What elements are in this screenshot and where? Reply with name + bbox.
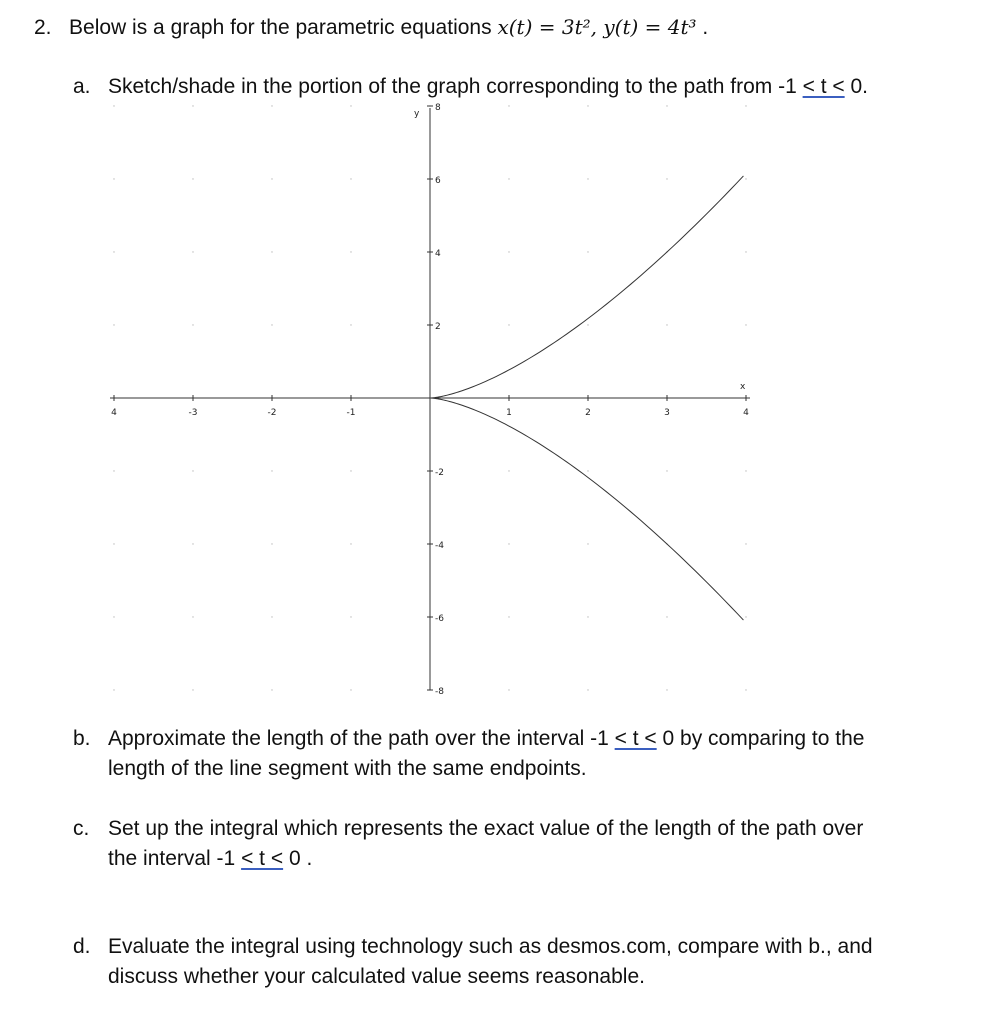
grid-dot <box>192 689 193 690</box>
part-d-text1: Evaluate the integral using technology such as desmos.com, compare with b., and <box>108 935 873 958</box>
grid-dot <box>350 251 351 252</box>
grid-dot <box>508 689 509 690</box>
grid-dot <box>271 689 272 690</box>
grid-dot <box>113 105 114 106</box>
y-tick-label: 6 <box>435 176 441 186</box>
part-b-inequality: < t < <box>614 727 657 750</box>
x-tick-label: 4 <box>743 408 749 418</box>
grid-dot <box>745 616 746 617</box>
grid-dot <box>271 543 272 544</box>
grid-dot <box>350 470 351 471</box>
part-c-inequality: < t < <box>241 847 284 870</box>
y-tick-label: 4 <box>435 249 441 259</box>
grid-dot <box>745 105 746 106</box>
grid-dot <box>192 251 193 252</box>
part-c-line2 <box>108 846 312 872</box>
x-tick-label: -2 <box>267 408 277 418</box>
grid-dot <box>508 178 509 179</box>
grid-dot <box>745 543 746 544</box>
grid-dot <box>587 178 588 179</box>
grid-dot <box>113 324 114 325</box>
y-tick-label: -8 <box>435 687 444 697</box>
question-number: 2. <box>34 16 52 39</box>
part-d-line2: discuss whether your calculated value seems reasonable. <box>108 965 645 988</box>
grid-dot <box>113 689 114 690</box>
grid-dot <box>113 470 114 471</box>
grid-dot <box>666 324 667 325</box>
part-a-label: a. <box>73 75 91 98</box>
part-a-end: 0. <box>844 75 868 98</box>
part-b-label: b. <box>73 727 91 750</box>
grid-dot <box>350 324 351 325</box>
grid-dot <box>745 689 746 690</box>
grid-dot <box>587 470 588 471</box>
part-a-inequality: < t < <box>802 75 845 98</box>
grid-dot <box>508 105 509 106</box>
grid-dot <box>508 616 509 617</box>
part-c-text2-end: 0 . <box>283 847 313 870</box>
grid-dot <box>271 105 272 106</box>
part-b-line2: length of the line segment with the same endpoints. <box>108 757 587 780</box>
part-c-text1: Set up the integral which represents the exact value of the length of the path over <box>108 817 864 840</box>
part-c-label: c. <box>73 817 90 840</box>
equation-y: y(t) = 4t³ <box>603 15 697 39</box>
grid-dot <box>113 178 114 179</box>
grid-dot <box>192 616 193 617</box>
grid-dot <box>666 616 667 617</box>
grid-dot <box>745 178 746 179</box>
part-d-label: d. <box>73 935 91 958</box>
grid-dot <box>350 543 351 544</box>
grid-dot <box>745 324 746 325</box>
question-header <box>34 14 708 41</box>
x-tick-label: 4 <box>111 408 117 418</box>
part-a-text: Sketch/shade in the portion of the graph corresponding to the path from -1 <box>108 75 803 98</box>
grid-dot <box>271 251 272 252</box>
equation-end: . <box>696 16 709 39</box>
grid-dot <box>666 470 667 471</box>
x-tick-label: 3 <box>664 408 670 418</box>
grid-dot <box>113 251 114 252</box>
grid-dot <box>192 178 193 179</box>
grid-dot <box>666 689 667 690</box>
equation-x: x(t) = 3t², <box>497 15 604 39</box>
grid-dot <box>587 105 588 106</box>
grid-dot <box>192 470 193 471</box>
grid-dot <box>587 324 588 325</box>
grid-dot <box>745 470 746 471</box>
question-intro: Below is a graph for the parametric equations <box>69 16 492 39</box>
grid-dot <box>666 178 667 179</box>
y-tick-label: -4 <box>435 541 444 551</box>
grid-dot <box>271 324 272 325</box>
grid-dot <box>271 178 272 179</box>
grid-dot <box>666 105 667 106</box>
x-axis-label: x <box>740 382 746 392</box>
grid-dot <box>745 251 746 252</box>
grid-dot <box>113 616 114 617</box>
grid-dot <box>587 543 588 544</box>
grid-dot <box>587 689 588 690</box>
y-axis-label: y <box>414 109 420 119</box>
x-tick-label: 2 <box>585 408 591 418</box>
grid-dot <box>350 616 351 617</box>
x-tick-label: 1 <box>506 408 512 418</box>
grid-dot <box>192 543 193 544</box>
grid-dot <box>350 105 351 106</box>
y-tick-label: 2 <box>435 322 441 332</box>
grid-dot <box>192 105 193 106</box>
grid-dot <box>508 324 509 325</box>
grid-dot <box>508 543 509 544</box>
grid-dot <box>113 543 114 544</box>
part-b-text1: Approximate the length of the path over the interval -1 <box>108 727 615 750</box>
grid-dot <box>587 251 588 252</box>
grid-dot <box>587 616 588 617</box>
grid-dot <box>192 324 193 325</box>
parametric-graph <box>100 100 760 700</box>
x-tick-label: -1 <box>346 408 356 418</box>
grid-dot <box>350 689 351 690</box>
grid-dot <box>508 251 509 252</box>
y-tick-label: -2 <box>435 468 444 478</box>
grid-dot <box>271 616 272 617</box>
part-b-text1-end: 0 by comparing to the <box>656 727 865 750</box>
x-tick-label: -3 <box>188 408 198 418</box>
grid-dot <box>350 178 351 179</box>
grid-dot <box>508 470 509 471</box>
grid-dot <box>271 470 272 471</box>
y-tick-label: -6 <box>435 614 444 624</box>
y-tick-label: 8 <box>435 103 441 113</box>
part-c-text2: the interval -1 <box>108 847 242 870</box>
